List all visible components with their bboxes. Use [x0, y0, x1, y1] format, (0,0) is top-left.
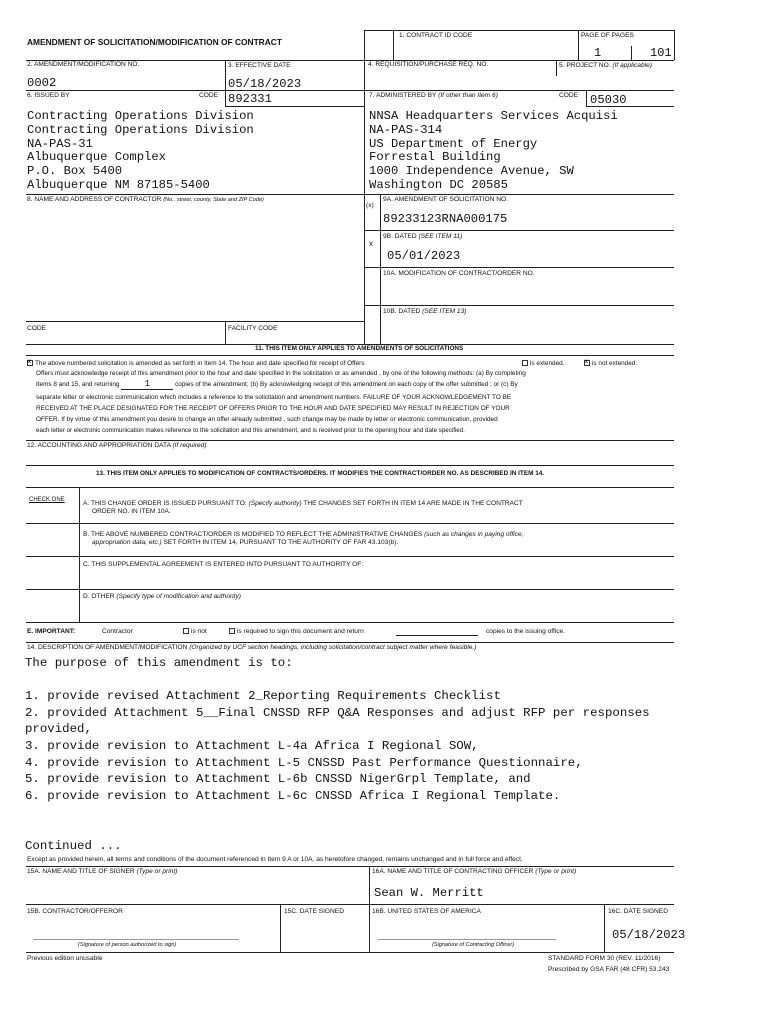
rule — [280, 904, 281, 952]
label-15c: 15C. DATE SIGNED — [284, 908, 344, 915]
item14-description: The purpose of this amendment is to: 1. provide revised Attachment 2_Reporting Requirements Checklist 2. provided Attachment 5__Final CNSSD RFP Q&A Responses and adjust RFP per responses provided, 3. provide revision to Attachment L-4a Africa I Regional SOW, 4. provide revision to Attachment L-5 CNSSD Past Performance Questionnaire, 5. provide revision to Attachment L-6b CNSSD NigerGrpl Template, and 6. provide revision to Attachment L-6c CNSSD Africa I Regional Template. Continued ... — [25, 656, 650, 853]
issued-by-label: 6. ISSUED BY — [27, 92, 70, 99]
rule — [26, 90, 674, 91]
issued-by-code: 892331 — [228, 92, 272, 106]
contracting-officer-name: Sean W. Merritt — [374, 886, 484, 900]
item13b-line1: B. THE ABOVE NUMBERED CONTRACT/ORDER IS MODIFIED TO REFLECT THE ADMINISTRATIVE CHANGES (such as changes in paying office, — [83, 531, 524, 538]
signature-line-16b[interactable] — [378, 939, 556, 940]
issued-by-code-label: CODE — [199, 92, 219, 99]
label-10a: 10A. MODIFICATION OF CONTRACT/ORDER NO. — [383, 270, 535, 277]
copies-count: 1 — [121, 380, 173, 390]
is-extended-checkbox[interactable] — [522, 360, 528, 366]
rule — [364, 267, 674, 268]
rule — [26, 194, 674, 195]
effective-date-value: 05/18/2023 — [228, 77, 302, 91]
not-extended-option: × is not extended. — [584, 359, 637, 369]
item13c-line: C. THIS SUPPLEMENTAL AGREEMENT IS ENTERED INTO PURSUANT TO AUTHORITY OF: — [83, 561, 364, 568]
total-pages: 101 — [650, 46, 672, 60]
is-required-option: is required to sign this document and return — [229, 628, 364, 636]
important-label: E. IMPORTANT: — [27, 628, 76, 635]
form-title: AMENDMENT OF SOLICITATION/MODIFICATION OF CONTRACT — [27, 37, 282, 47]
item13a-line2: ORDER NO. IN ITEM 10A. — [92, 508, 171, 515]
label-15b: 15B. CONTRACTOR/OFFEROR — [27, 908, 123, 915]
important-copies: copies to the issuing office. — [486, 628, 566, 635]
rule — [586, 90, 587, 106]
administered-by-label: 7. ADMINISTERED BY (If other than Item 6) — [369, 92, 498, 99]
administered-by-code: 05030 — [590, 93, 627, 107]
rule — [79, 487, 80, 622]
rule — [364, 230, 674, 231]
label-16c: 16C. DATE SIGNED — [608, 908, 668, 915]
item12-label: 12. ACCOUNTING AND APPROPRIATION DATA (If required) — [27, 442, 207, 449]
amendment-no-label: 2. AMENDMENT/MODIFICATION NO. — [27, 61, 140, 68]
project-no-label: 5. PROJECT NO. (If applicable) — [559, 62, 652, 69]
label-15a: 15A. NAME AND TITLE OF SIGNER (Type or print) — [27, 868, 178, 875]
item13a-line1: A. THIS CHANGE ORDER IS ISSUED PURSUANT TO: (Specify authority) THE CHANGES SET FORTH IN ITEM 14 ARE MADE IN THE CONTRACT — [83, 500, 523, 507]
rule — [364, 30, 674, 31]
rule — [604, 904, 605, 952]
item11-line5: RECEIVED AT THE PLACE DESIGNATED FOR THE RECEIPT OF OFFERS PRIOR TO THE HOUR AND DATE SPECIFIED MAY RESULT IN REJECTION OF YOUR — [36, 405, 510, 412]
item11-amended-checkbox[interactable] — [27, 360, 33, 366]
rule — [26, 589, 674, 590]
except-text: Except as provided herein, all terms and conditions of the document referenced in Item 9 A or 10A, as heretofore changed, remains unchanged and in full force and effect. — [27, 856, 523, 863]
administered-by-code-label: CODE — [559, 92, 579, 99]
rule — [26, 487, 674, 488]
is-required-checkbox[interactable] — [229, 628, 235, 634]
rule — [364, 305, 674, 306]
is-not-option: is not — [183, 628, 207, 636]
item13b-line2: appropriation data, etc.) SET FORTH IN ITEM 14, PURSUANT TO THE AUTHORITY OF FAR 43.103(b). — [92, 539, 399, 546]
item11-line6: OFFER. If by virtue of this amendment you desire to change an offer already submitted , such change may be made by letter or electronic communication, provided — [36, 416, 498, 423]
rule — [364, 30, 365, 90]
item13-header: 13. THIS ITEM ONLY APPLIES TO MODIFICATION OF CONTRACTS/ORDERS. IT MODIFIES THE CONTRACT/ORDER NO. AS DESCRIBED IN ITEM 14. — [96, 470, 545, 477]
copies-blank-line — [396, 635, 478, 636]
rule — [393, 30, 394, 60]
rule — [225, 90, 226, 106]
item11-header: 11. THIS ITEM ONLY APPLIES TO AMENDMENTS OF SOLICITATIONS — [255, 345, 464, 352]
contract-id-code-label: 1. CONTRACT ID CODE — [399, 32, 473, 39]
label-16a: 16A. NAME AND TITLE OF CONTRACTING OFFICER (Type or print) — [372, 868, 577, 875]
rule — [578, 30, 579, 60]
signature-line-15b[interactable] — [33, 939, 239, 940]
page-number: 1 — [594, 46, 602, 60]
footer-form-no: STANDARD FORM 30 (REV. 11/2016) — [548, 955, 661, 962]
check-9b: x — [369, 239, 373, 248]
rule — [369, 866, 370, 952]
item11-line3: Items 8 and 15, and returning 1 copies of the amendment; (b) By acknowledging receipt of this amendment on each copy of the offer submitted ; or (c) By — [36, 379, 518, 390]
rule — [225, 106, 364, 107]
rule — [26, 904, 674, 905]
label-9b: 9B. DATED (SEE ITEM 11) — [383, 233, 463, 240]
footer-left: Previous edition unusable — [27, 955, 103, 962]
sig-15b-caption: (Signature of person authorized to sign) — [78, 942, 177, 948]
rule — [26, 321, 364, 322]
amendment-no-value: 0002 — [27, 76, 57, 90]
rule — [556, 60, 557, 76]
rule — [26, 866, 674, 867]
dated-9b: 05/01/2023 — [387, 249, 461, 263]
item14-label: 14. DESCRIPTION OF AMENDMENT/MODIFICATION (Organized by UCF section headings, including solicitation/contract subject matter where feasible.) — [27, 644, 477, 651]
rule — [26, 523, 674, 524]
item13d-line: D. OTHER (Specify type of modification and authority) — [83, 593, 241, 600]
issued-by-address: Contracting Operations Division Contracting Operations Division NA-PAS-31 Albuquerque Complex P.O. Box 5400 Albuquerque NM 87185-5400 — [27, 109, 254, 192]
important-contractor: Contractor — [102, 628, 133, 635]
check-9a: (x) — [366, 202, 374, 209]
check-one-label: CHECK ONE — [29, 497, 65, 503]
rule — [631, 46, 632, 60]
rule — [26, 642, 674, 643]
label-9a: 9A. AMENDMENT OF SOLICITATION NO. — [383, 196, 508, 203]
effective-date-label: 3. EFFECTIVE DATE — [228, 62, 291, 69]
contractor-label: 8. NAME AND ADDRESS OF CONTRACTOR (No., street, county, State and ZIP Code) — [27, 196, 264, 203]
rule — [26, 440, 674, 441]
is-not-checkbox[interactable] — [183, 628, 189, 634]
solicitation-no: 89233123RNA000175 — [383, 212, 508, 226]
requisition-label: 4. REQUISITION/PURCHASE REQ. NO. — [368, 61, 489, 68]
sig-16b-caption: (Signature of Contracting Officer) — [432, 942, 515, 948]
rule — [674, 30, 675, 60]
page-of-pages-label: PAGE OF PAGES — [581, 32, 634, 39]
rule — [26, 355, 674, 356]
item11-line2: Offers must acknowledge receipt of this amendment prior to the hour and date specified in the solicitation or as amended , by one of the following methods: (a) By completing — [36, 370, 526, 377]
administered-by-address: NNSA Headquarters Services Acquisi NA-PAS-314 US Department of Energy Forrestal Building 1000 Independence Avenue, SW Washington DC 20585 — [369, 109, 618, 192]
label-16b: 16B. UNITED STATES OF AMERICA — [372, 908, 481, 915]
rule — [380, 194, 381, 344]
rule — [26, 465, 674, 466]
contractor-code-label: CODE — [27, 325, 47, 332]
item11-line7: each letter or electronic communication makes reference to the solicitation and this amendment, and is received prior to the opening hour and date specified. — [36, 427, 465, 434]
rule — [26, 622, 674, 623]
label-10b: 10B. DATED (SEE ITEM 13) — [383, 308, 467, 315]
is-not-extended-checkbox[interactable] — [584, 360, 590, 366]
rule — [225, 321, 226, 344]
footer-prescribed: Prescribed by GSA FAR (48 CFR) 53.243 — [548, 966, 670, 973]
date-signed-16c: 05/18/2023 — [612, 928, 686, 942]
facility-code-label: FACILITY CODE — [228, 325, 278, 332]
rule — [225, 60, 226, 90]
extended-option: is extended. — [522, 359, 564, 369]
item11-line1: ×The above numbered solicitation is amended as set forth in Item 14. The hour and date specified for receipt of Offers — [27, 359, 364, 369]
rule — [26, 952, 674, 953]
rule — [26, 556, 674, 557]
item11-line4: separate letter or electronic communication which includes a reference to the solicitation and amendment numbers. FAILURE OF YOUR ACKNOWLEDGEMENT TO BE — [36, 394, 512, 401]
